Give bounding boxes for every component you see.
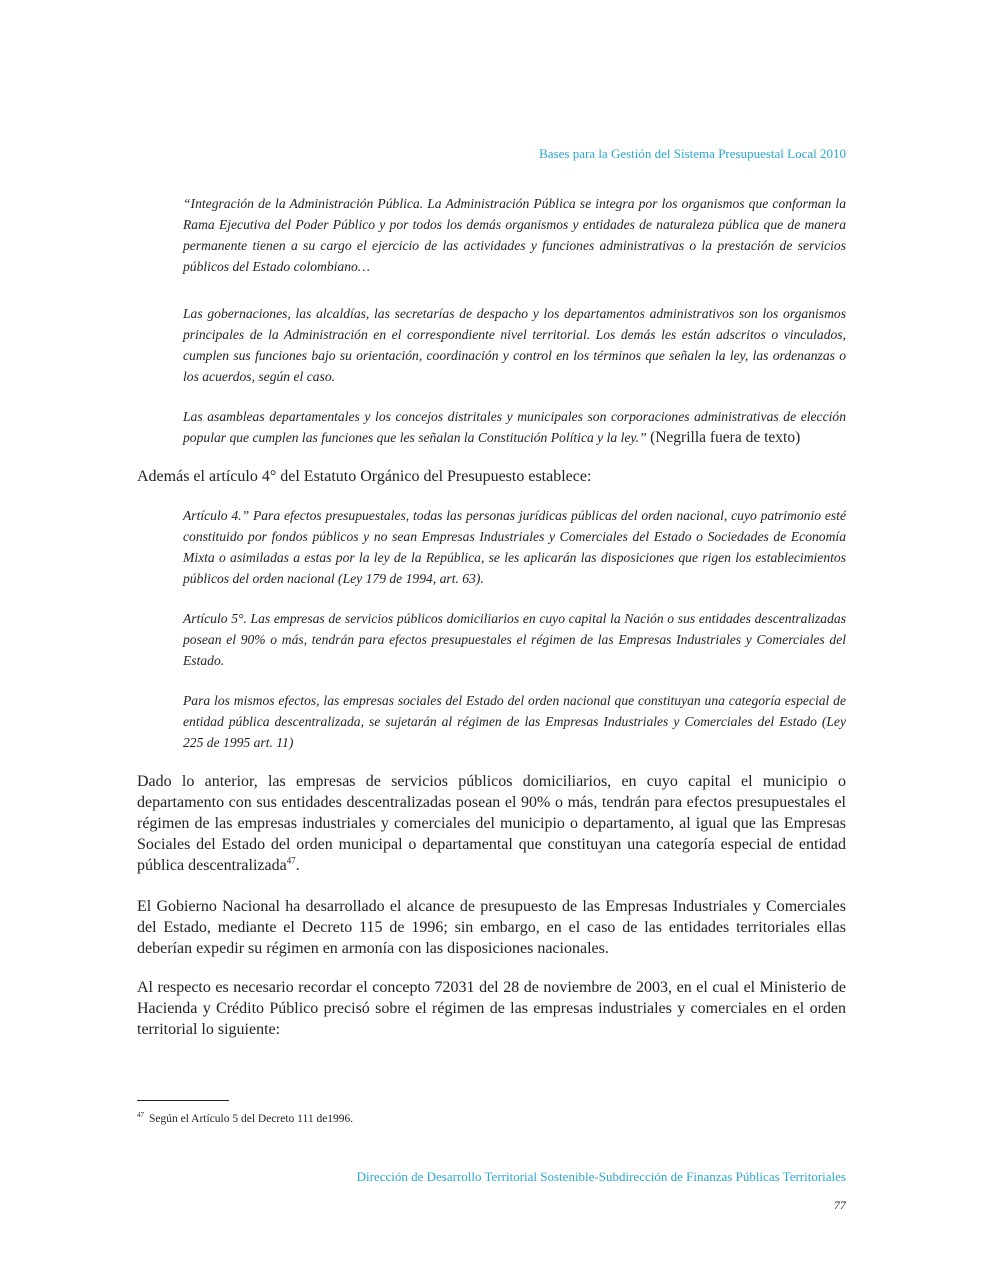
quote-note: (Negrilla fuera de texto) (650, 429, 801, 446)
body-text: Dado lo anterior, las empresas de servicios públicos domiciliarios, en cuyo capital el municipio o departamento con sus entidades descentralizadas posean el 90% o más, tendrán para efectos presupuestales el régimen de las empresas industriales y comerciales del municipio o departamento, al igual que las Empresas Sociales del Estado del orden municipal o departamental que constituyan una categoría especial de entidad pública descentralizada (137, 773, 846, 874)
footnote-number: 47 (137, 1111, 144, 1120)
running-footer: Dirección de Desarrollo Territorial Sostenible-Subdirección de Finanzas Públicas Territoriales (356, 1169, 846, 1184)
footnote (137, 1113, 353, 1125)
body-paragraph: El Gobierno Nacional ha desarrollado el alcance de presupuesto de las Empresas Industriales y Comerciales del Estado, mediante el Decreto 115 de 1996; sin embargo, en el caso de las entidades territoriales ellas deberían expedir su régimen en armonía con las disposiciones nacionales. (137, 898, 846, 957)
period: . (295, 857, 300, 874)
quote-paragraph: “Integración de la Administración Pública. La Administración Pública se integra por los organismos que conforman la Rama Ejecutiva del Poder Público y por todos los demás organismos y entidades de naturaleza pública que de manera permanente tienen a su cargo el ejercicio de las actividades y funciones administrativas o la prestación de servicios públicos del Estado colombiano… (183, 196, 846, 274)
footnote-ref[interactable]: 47 (286, 855, 296, 866)
running-header: Bases para la Gestión del Sistema Presupuestal Local 2010 (539, 146, 846, 161)
quote-paragraph: Las gobernaciones, las alcaldías, las secretarías de despacho y los departamentos administrativos son los organismos principales de la Administración en el correspondiente nivel territorial. Los demás les están adscritos o vinculados, cumplen sus funciones bajo su orientación, coordinación y control en los términos que señalen la ley, las ordenanzas o los acuerdos, según el caso. (183, 306, 846, 384)
footnote-text: Según el Artículo 5 del Decreto 111 de1996. (149, 1113, 354, 1125)
quote-paragraph: Para los mismos efectos, las empresas sociales del Estado del orden nacional que constituyan una categoría especial de entidad pública descentralizada, se sujetarán al régimen de las Empresas Industriales y Comerciales del Estado (Ley 225 de 1995 art. 11) (183, 693, 846, 750)
quote-text: Las asambleas departamentales y los concejos distritales y municipales son corporaciones administrativas de elección popular que cumplen las funciones que les señalan la Constitución Política y la ley.” (183, 409, 846, 445)
page-number: 77 (834, 1198, 846, 1212)
body-paragraph: Al respecto es necesario recordar el concepto 72031 del 28 de noviembre de 2003, en el cual el Ministerio de Hacienda y Crédito Público precisó sobre el régimen de las empresas industriales y comerciales en el orden territorial lo siguiente: (137, 979, 846, 1038)
quote-paragraph (183, 406, 846, 448)
footnote-divider (137, 1100, 229, 1101)
article-4-quote: Artículo 4.” Para efectos presupuestales, todas las personas jurídicas públicas del orden nacional, cuyo patrimonio esté constituido por fondos públicos y no sean Empresas Industriales y Comerciales del Estado o Sociedades de Economía Mixta o asimiladas a estas por la ley de la República, se les aplicarán las disposiciones que rigen los establecimientos públicos del orden nacional (Ley 179 de 1994, art. 63). (183, 508, 846, 586)
intro-paragraph: Además el artículo 4° del Estatuto Orgánico del Presupuesto establece: (137, 468, 592, 485)
body-paragraph (137, 771, 846, 876)
article-5-quote: Artículo 5°. Las empresas de servicios públicos domiciliarios en cuyo capital la Nación o sus entidades descentralizadas posean el 90% o más, tendrán para efectos presupuestales el régimen de las Empresas Industriales y Comerciales del Estado. (183, 611, 846, 668)
